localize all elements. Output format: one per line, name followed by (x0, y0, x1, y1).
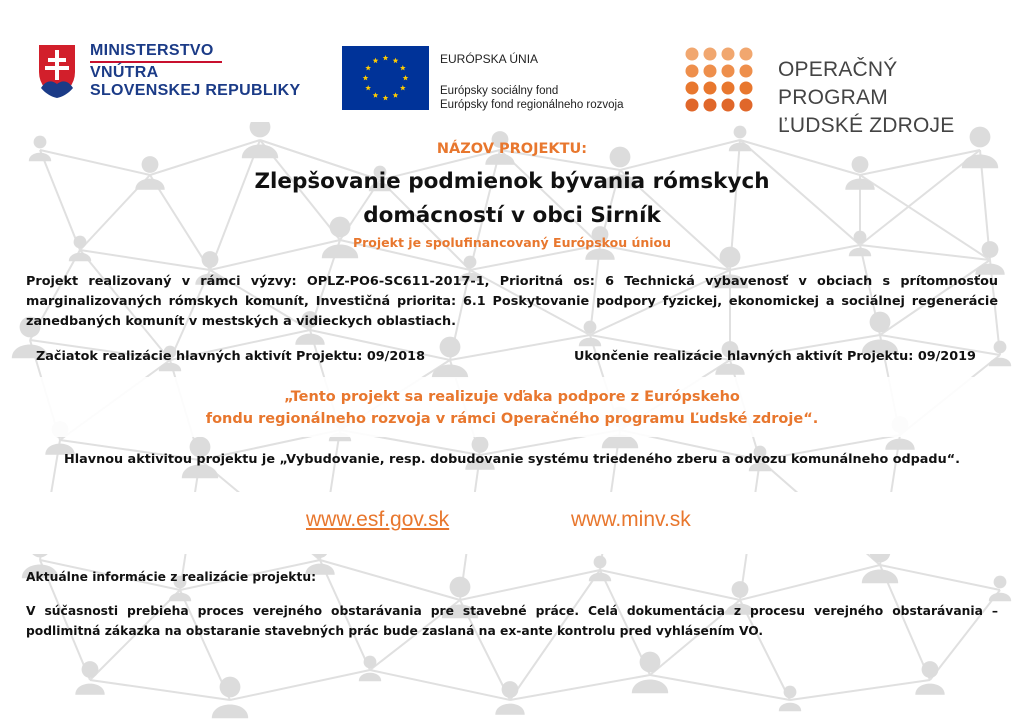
project-title-line1: Zlepšovanie podmienok bývania rómskych (254, 169, 770, 194)
person-icon (885, 439, 914, 450)
programme-dot-icon (740, 82, 753, 95)
person-icon (734, 126, 747, 139)
person-icon (594, 556, 607, 569)
programme-dot-icon (722, 48, 735, 61)
person-icon (994, 341, 1007, 354)
person-icon (212, 705, 248, 719)
network-link (790, 680, 930, 700)
cofinance-note: Projekt je spolufinancovaný Európskou úniou (352, 235, 672, 250)
person-icon (502, 681, 519, 698)
person-icon (715, 364, 744, 375)
person-icon (295, 334, 324, 345)
network-link (230, 670, 370, 700)
person-icon (495, 704, 524, 715)
info-heading: Aktuálne informácie z realizácie projektu: (26, 570, 317, 584)
network-link (320, 560, 460, 600)
network-link (80, 250, 210, 270)
programme-dot-icon (704, 48, 717, 61)
project-heading: NÁZOV PROJEKTU: (436, 141, 588, 157)
person-icon (989, 358, 1011, 366)
person-icon (732, 581, 749, 598)
funding-quote (0, 386, 1024, 430)
person-icon (585, 249, 614, 260)
person-icon (640, 652, 661, 673)
person-icon (82, 661, 99, 678)
network-link (450, 335, 590, 360)
person-icon (922, 661, 939, 678)
network-link (370, 670, 510, 700)
ministry-name-line1: MINISTERSTVO (90, 42, 214, 59)
main-activity: Hlavnou aktivitou projektu je „Vybudovanie, resp. dobudovanie systému triedeného zberu a odvozu komunálneho odpadu“. (64, 452, 960, 467)
project-start-date: Začiatok realizácie hlavných aktivít Projektu: 09/2018 (36, 349, 425, 364)
network-link (510, 675, 650, 700)
programme-dot-icon (722, 82, 735, 95)
network-link (90, 680, 230, 700)
programme-name-line2: ĽUDSKÉ ZDROJE (778, 114, 955, 137)
programme-dot-icon (740, 65, 753, 78)
person-icon (579, 338, 601, 346)
project-title (0, 165, 1024, 233)
ministry-name-line3: SLOVENSKEJ REPUBLIKY (90, 82, 301, 99)
programme-dot-icon (686, 99, 699, 112)
slovak-coat-of-arms-icon (36, 42, 78, 100)
network-link (600, 570, 740, 600)
eu-flag-icon (342, 46, 429, 110)
programme-dot-icon (686, 48, 699, 61)
programme-dots-icon (684, 46, 754, 112)
programme-dot-icon (686, 82, 699, 95)
minv-link[interactable]: www.minv.sk (571, 508, 691, 531)
person-icon (994, 576, 1007, 589)
person-icon (784, 686, 797, 699)
project-end-date: Ukončenie realizácie hlavných aktivít Projektu: 09/2019 (574, 349, 976, 364)
ministry-name-line2: VNÚTRA (90, 64, 159, 81)
esf-link[interactable]: www.esf.gov.sk (306, 508, 450, 531)
eu-fund-social: Európsky sociálny fond (440, 85, 559, 97)
person-icon (632, 680, 668, 694)
programme-dot-icon (740, 99, 753, 112)
programme-logo (684, 46, 1004, 137)
programme-dot-icon (704, 65, 717, 78)
programme-dot-icon (704, 99, 717, 112)
person-icon (202, 251, 219, 268)
person-icon (779, 703, 801, 711)
network-link (740, 565, 880, 600)
programme-dot-icon (740, 48, 753, 61)
network-link (650, 675, 790, 700)
person-icon (464, 256, 477, 269)
person-icon (472, 436, 489, 453)
programme-dot-icon (704, 82, 717, 95)
funding-quote-line1: „Tento projekt sa realizuje vďaka podpore z Európskeho (284, 389, 740, 405)
project-call-description: Projekt realizovaný v rámci výzvy: OPLZ-PO6-SC611-2017-1, Prioritná os: 6 Technická vybavenosť v obciach s prítomnosťou marginalizovaných rómskych komunít, Investičná priorita: 6.1 Poskytovanie podpory fyzickej, ekonomickej a sociálnej regenerácie zanedbaných komunít v mestských a vidieckych oblastiach. (26, 274, 998, 329)
funding-quote-line2: fondu regionálneho rozvoja v rámci Operačného programu Ľudské zdroje“. (205, 411, 819, 427)
person-icon (915, 684, 944, 695)
person-icon (69, 253, 91, 261)
person-icon (589, 573, 611, 581)
eu-fund-regional: Európsky fond regionálneho rozvoja (440, 99, 624, 111)
person-icon (450, 577, 471, 598)
person-icon (75, 684, 104, 695)
info-text: V súčasnosti prebieha proces verejného obstarávania pre stavebné práce. Celá dokumentácia z procesu verejného obstarávania – podlimitná zákazka na obstaranie stavebných prác bude zaslaná na ex-ante kontrolu pred vyhlásením VO. (26, 604, 998, 638)
project-title-line2: domácností v obci Sirník (363, 203, 661, 228)
person-icon (440, 337, 461, 358)
eu-logo (342, 46, 662, 112)
person-icon (359, 673, 381, 681)
person-icon (159, 363, 181, 371)
programme-name-line1: OPERAČNÝ PROGRAM (778, 58, 898, 109)
person-icon (364, 656, 377, 669)
person-icon (989, 593, 1011, 601)
eu-name: EURÓPSKA ÚNIA (440, 52, 539, 66)
person-icon (220, 677, 241, 698)
network-link (460, 570, 600, 600)
network-link (880, 565, 1000, 590)
person-icon (862, 570, 898, 584)
programme-dot-icon (722, 65, 735, 78)
ministry-logo (36, 42, 316, 106)
person-icon (169, 593, 191, 601)
links-band (0, 492, 1024, 554)
programme-dot-icon (722, 99, 735, 112)
programme-dot-icon (686, 65, 699, 78)
